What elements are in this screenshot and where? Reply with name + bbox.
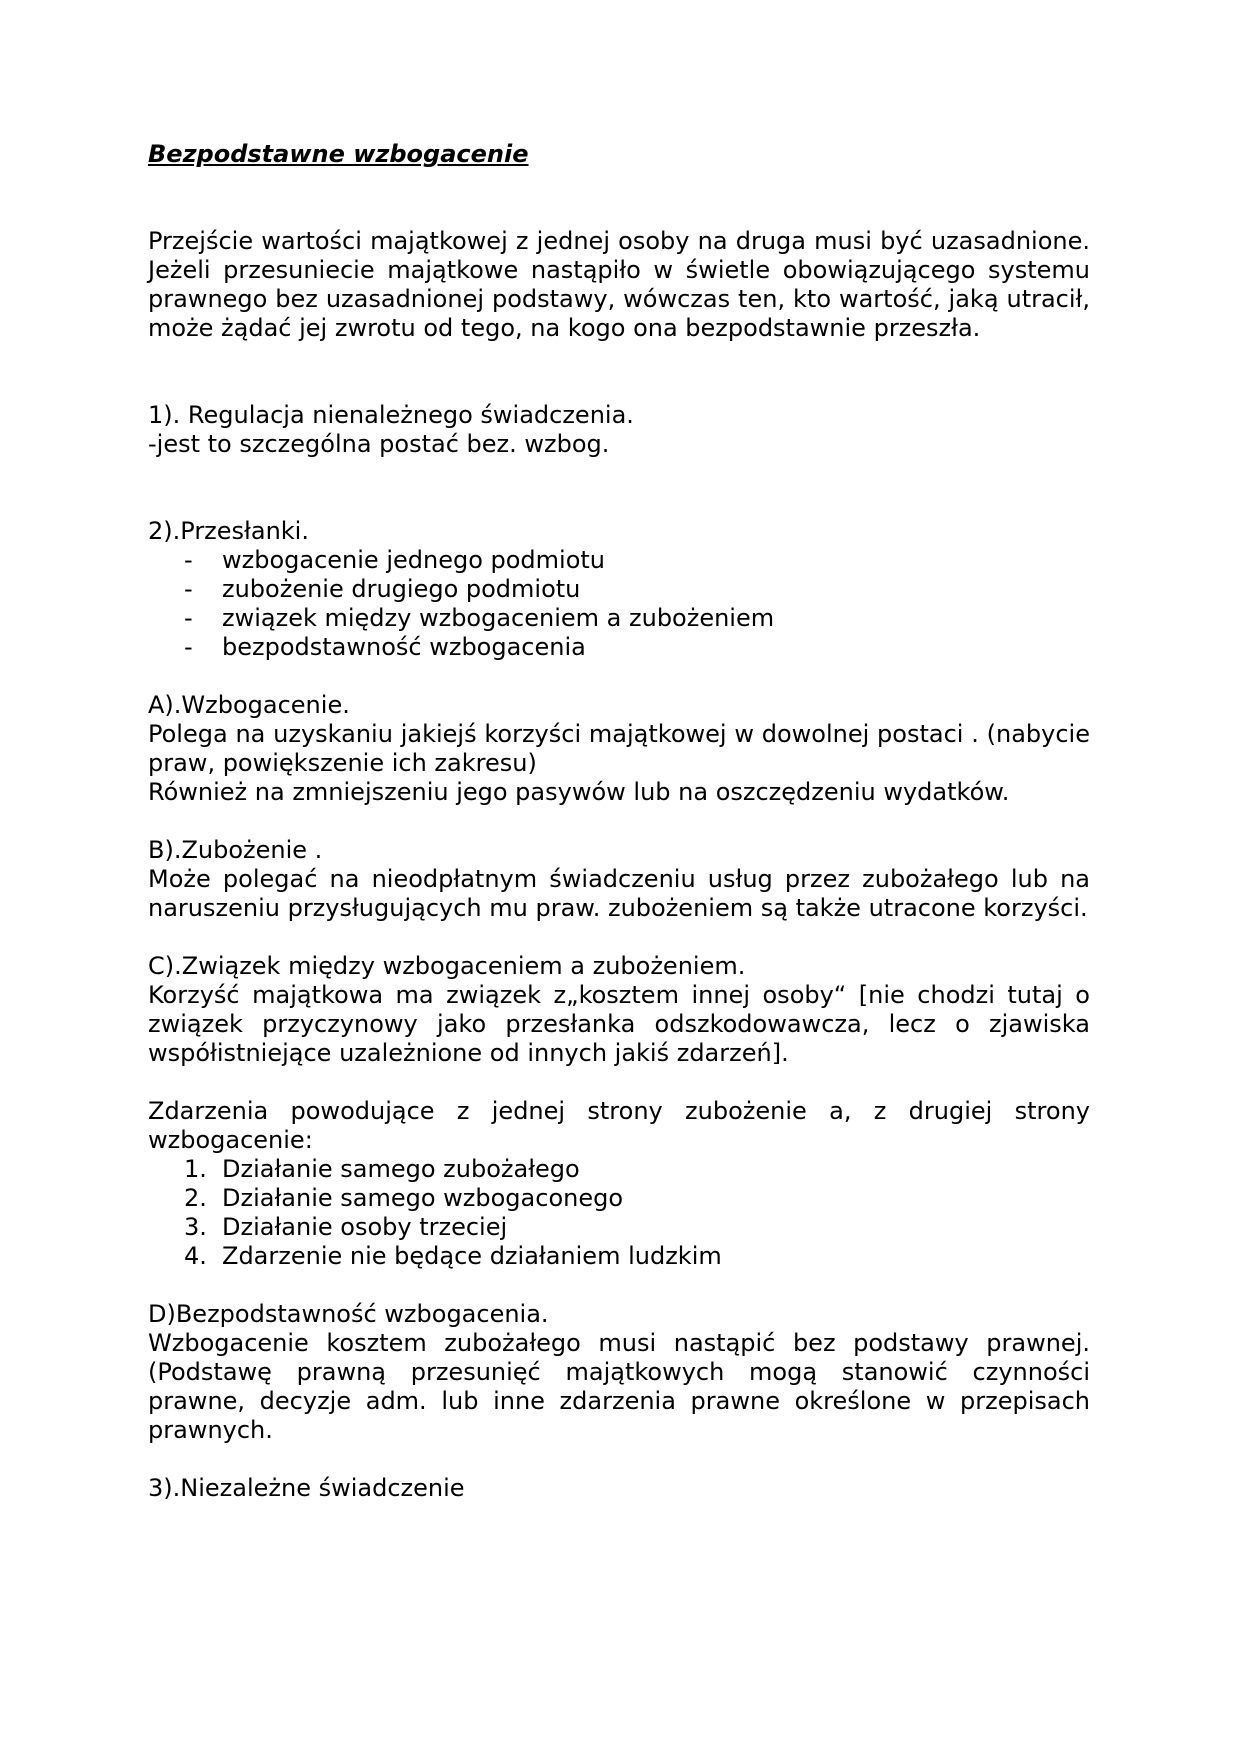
- section-d-heading: D)Bezpodstawność wzbogacenia.: [148, 1300, 549, 1328]
- document-page: [148, 140, 1090, 1503]
- list-item: [148, 1242, 1090, 1271]
- list-number: 2.: [184, 1184, 207, 1212]
- section-3-heading: 3).Niezależne świadczenie: [148, 1474, 465, 1502]
- list-item: [148, 1213, 1090, 1242]
- section-c-text: Korzyść majątkowa ma związek z„kosztem innej osoby“ [nie chodzi tutaj o związek przyczynowy jako przesłanka odszkodowawcza, lecz o zjawiska współistniejące uzależnione od innych jakiś zdarzeń].: [148, 981, 1090, 1067]
- document-title: Bezpodstawne wzbogacenie: [148, 140, 529, 168]
- section-a-text-2: Również na zmniejszeniu jego pasywów lub na oszczędzeniu wydatków.: [148, 778, 1010, 806]
- list-number: 1.: [184, 1155, 207, 1183]
- list-number: 3.: [184, 1213, 207, 1241]
- section-2-heading: 2).Przesłanki.: [148, 517, 309, 545]
- section-c-heading: C).Związek między wzbogaceniem a zubożeniem.: [148, 952, 746, 980]
- list-item: - zubożenie drugiego podmiotu: [148, 575, 1090, 604]
- list-text: Działanie samego zubożałego: [222, 1155, 580, 1183]
- list-text: Działanie samego wzbogaconego: [222, 1184, 624, 1212]
- list-item: [148, 1155, 1090, 1184]
- section-1-line: -jest to szczególna postać bez. wzbog.: [148, 430, 610, 458]
- list-text: Działanie osoby trzeciej: [222, 1213, 508, 1241]
- list-item: [148, 1184, 1090, 1213]
- list-item: - wzbogacenie jednego podmiotu: [148, 546, 1090, 575]
- list-item: - bezpodstawność wzbogacenia: [148, 633, 1090, 662]
- section-d-text: Wzbogacenie kosztem zubożałego musi nastąpić bez podstawy prawnej. (Podstawę prawną przesunięć majątkowych mogą stanowić czynności prawne, decyzje adm. lub inne zdarzenia prawne określone w przepisach prawnych.: [148, 1329, 1090, 1444]
- section-1-heading: 1). Regulacja nienależnego świadczenia.: [148, 401, 634, 429]
- section-a-heading: A).Wzbogacenie.: [148, 691, 350, 719]
- premises-list: [148, 546, 1090, 662]
- section-b-text: Może polegać na nieodpłatnym świadczeniu usług przez zubożałego lub na naruszeniu przysługujących mu praw. zubożeniem są także utracone korzyści.: [148, 865, 1090, 922]
- list-text: Zdarzenie nie będące działaniem ludzkim: [222, 1242, 722, 1270]
- list-item: - związek między wzbogaceniem a zubożeniem: [148, 604, 1090, 633]
- events-list: [148, 1155, 1090, 1271]
- section-b-heading: B).Zubożenie .: [148, 836, 323, 864]
- events-intro: Zdarzenia powodujące z jednej strony zubożenie a, z drugiej strony wzbogacenie:: [148, 1097, 1090, 1154]
- list-number: 4.: [184, 1242, 207, 1270]
- intro-paragraph: Przejście wartości majątkowej z jednej osoby na druga musi być uzasadnione. Jeżeli przesuniecie majątkowe nastąpiło w świetle obowiązującego systemu prawnego bez uzasadnionej podstawy, wówczas ten, kto wartość, jaką utracił, może żądać jej zwrotu od tego, na kogo ona bezpodstawnie przeszła.: [148, 227, 1090, 342]
- section-a-text: Polega na uzyskaniu jakiejś korzyści majątkowej w dowolnej postaci . (nabycie praw, powiększenie ich zakresu): [148, 720, 1090, 777]
